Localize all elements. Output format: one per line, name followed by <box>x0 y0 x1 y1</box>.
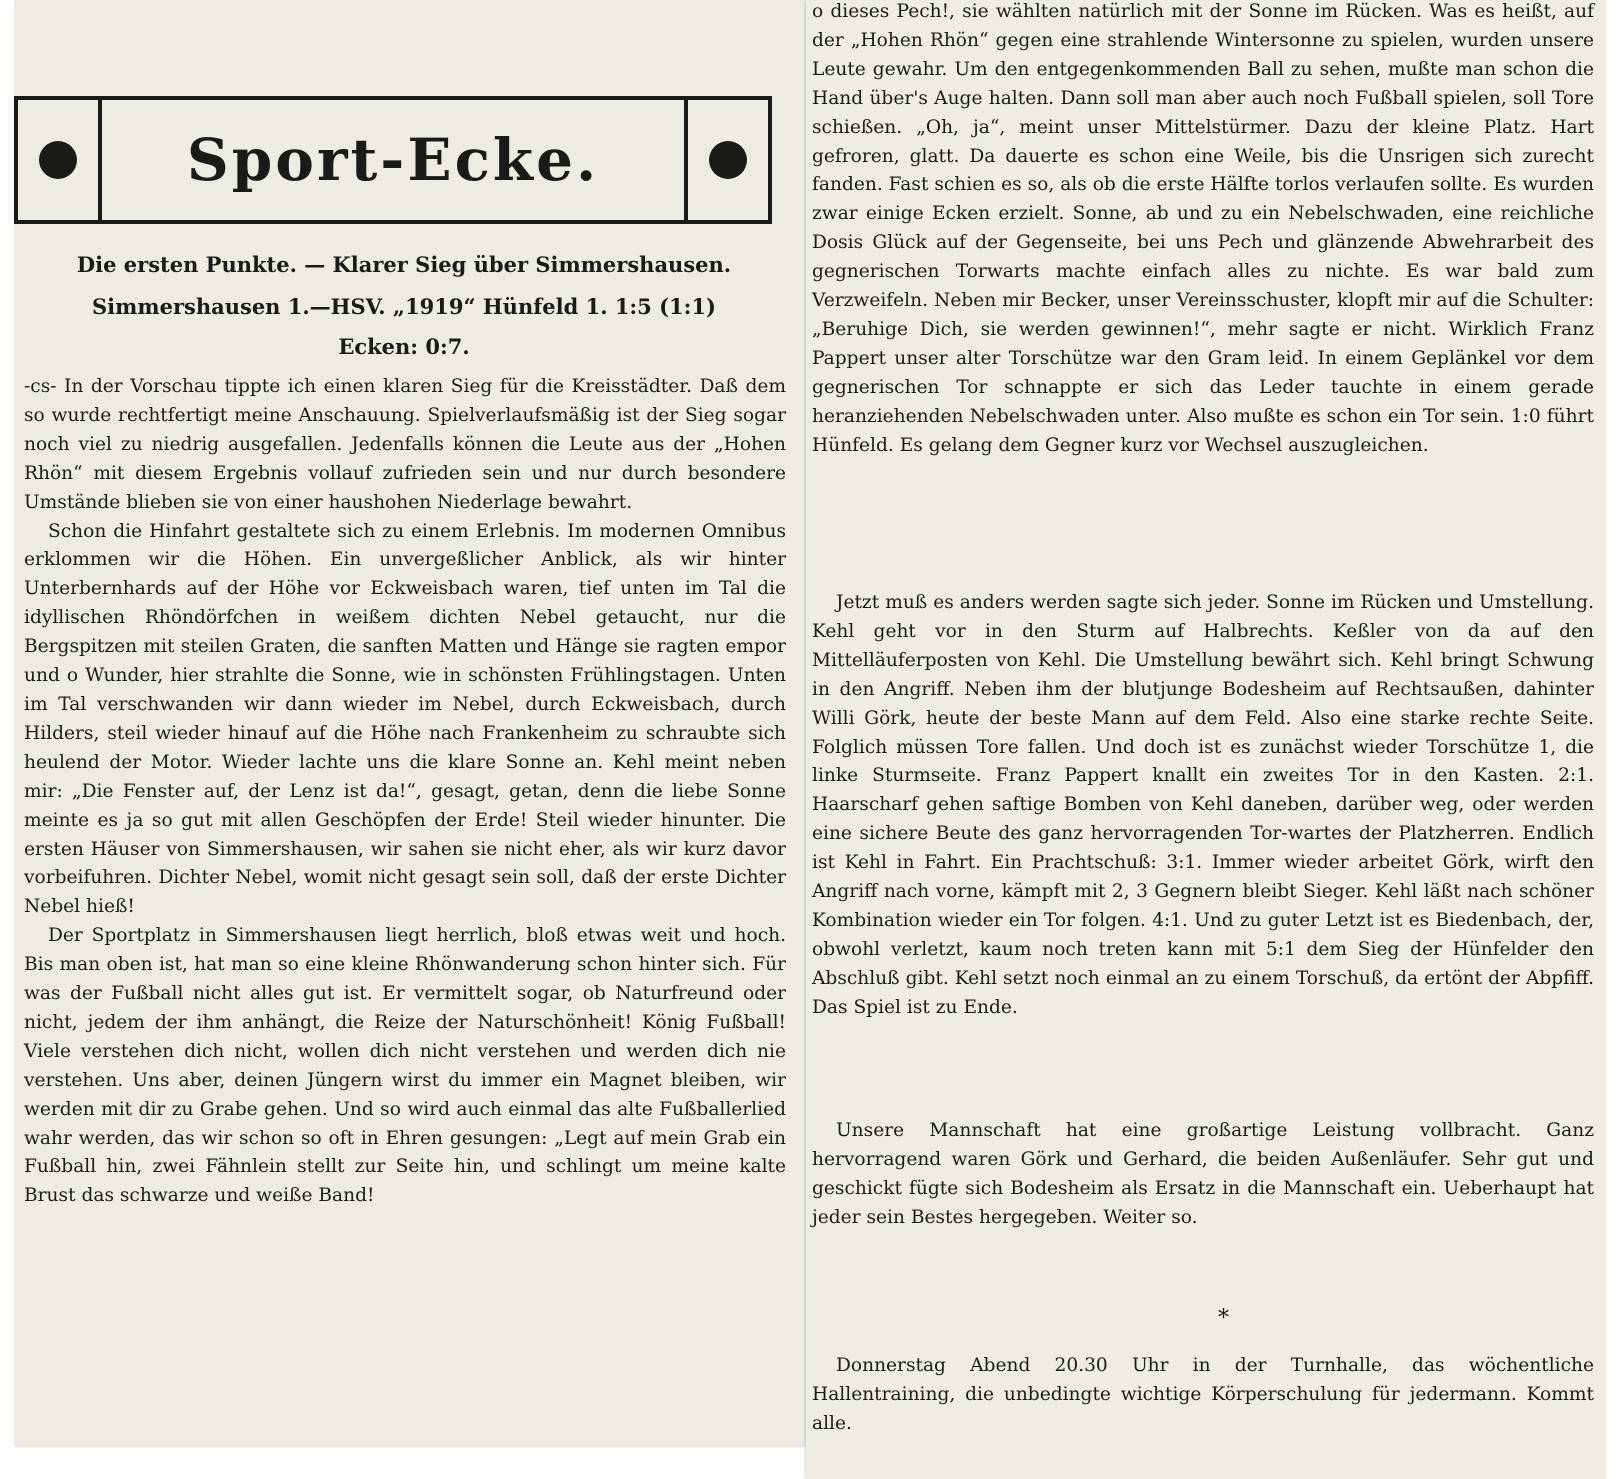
bullet-dot-icon <box>709 141 747 179</box>
article-paragraph: Schon die Hinfahrt gestaltete sich zu einem Erlebnis. Im modernen Omnibus erklommen wir die Höhen. Ein unvergeßlicher Anblick, als wir hinter Unterbernhards auf der Höhe vor Eckweisbach waren, tief unten im Tal die idyllischen Rhöndörfchen in weißem dichten Nebel getaucht, nur die Bergspitzen mit steilen Graten, die sanften Matten und Hänge sie ragten empor und o Wunder, hier strahlte die Sonne, wie in schönsten Frühlingstagen. Unten im Tal verschwanden wir dann wieder im Nebel, durch Eckweisbach, durch Hilders, steil wieder hinauf auf die Höhe nach Frankenheim zu schraubte sich heulend der Motor. Wieder lachte uns die klare Sonne an. Kehl meint neben mir: „Die Fenster auf, der Lenz ist da!“, gesagt, getan, denn die liebe Sonne meinte es ja so gut mit allen Geschöpfen der Erde! Steil wieder hinunter. Die ersten Häuser von Simmershausen, wir sahen sie nicht eher, als wir kurz davor vorbeifuhren. Dichter Nebel, womit nicht gesagt sein soll, daß der erste Dichter Nebel hieß! <box>24 520 786 918</box>
article-paragraph: o dieses Pech!, sie wählten natürlich mit der Sonne im Rücken. Was es heißt, auf der „Hohen Rhön“ gegen eine strahlende Wintersonne zu spielen, wurden unsere Leute gewahr. Um den entgegenkommenden Ball zu sehen, mußte man schon die Hand über's Auge halten. Dann soll man aber auch noch Fußball spielen, soll Tore schießen. „Oh, ja“, meint unser Mittelstürmer. Dazu der kleine Platz. Hart gefroren, glatt. Da dauerte es schon eine Weile, bis die Unsrigen sich zurecht fanden. Fast schien es so, als ob die erste Hälfte torlos verlaufen sollte. Es wurden zwar einige Ecken erzielt. Sonne, ab und zu ein Nebelschwaden, eine reichliche Dosis Glück auf der Gegenseite, bei uns Pech und glänzende Abwehrarbeit des gegnerischen Torwarts machte einfach alles zu nichte. Es war bald zum Verzweifeln. Neben mir Becker, unser Vereinsschuster, klopft mir auf die Schulter: „Beruhige Dich, sie werden gewinnen!“, mehr sagte er nicht. Wirklich Franz Pappert unser alter Torschütze war den Gram leid. In einem Geplänkel vor dem gegnerischen Tor schnappte er sich das Leder tauchte in einem gerade heranziehenden Nebelschwaden unter. Also mußte es schon ein Tor sein. 1:0 führt Hünfeld. Es gelang dem Gegner kurz vor Wechsel auszugleichen. <box>812 1 1594 456</box>
right-article-second-half <box>812 589 1594 1023</box>
corner-count: Ecken: 0:7. <box>338 334 470 359</box>
section-separator: * <box>1218 1306 1229 1331</box>
headline: Die ersten Punkte. — Klarer Sieg über Simmershausen. <box>76 252 732 277</box>
training-announcement <box>812 1352 1594 1439</box>
right-article-column-top <box>812 0 1594 461</box>
sport-ecke-banner <box>14 96 772 224</box>
banner-right-cell <box>684 100 768 220</box>
bullet-dot-icon <box>39 141 77 179</box>
banner-title: Sport-Ecke. <box>186 126 600 194</box>
match-result: Simmershausen 1.—HSV. „1919“ Hünfeld 1. 1:5 (1:1) <box>92 294 716 319</box>
banner-left-cell <box>18 100 102 220</box>
article-paragraph: Donnerstag Abend 20.30 Uhr in der Turnhalle, das wöchentliche Hallentraining, die unbedingte wichtige Körperschulung für jedermann. Kommt alle. <box>812 1355 1594 1434</box>
left-article-column <box>24 373 786 1211</box>
article-paragraph: Der Sportplatz in Simmershausen liegt herrlich, bloß etwas weit und hoch. Bis man oben ist, hat man so eine kleine Rhönwanderung schon hinter sich. Für was der Fußball nicht alles gut ist. Er vermittelt sogar, ob Naturfreund oder nicht, jedem der ihm anhängt, die Reize der Naturschönheit! König Fußball! Viele verstehen dich nicht, wollen dich nicht verstehen und werden dich nie verstehen. Uns aber, deinen Jüngern wirst du immer ein Magnet bleiben, wir werden mit dir zu Grabe gehen. Und so wird auch einmal das alte Fußballerlied wahr werden, das wir schon so oft in Ehren gesungen: „Legt auf mein Grab ein Fußball hin, zwei Fähnlein stellt zur Seite hin, und schlingt um meine kalte Brust das schwarze und weiße Band! <box>24 925 786 1207</box>
article-paragraph: Jetzt muß es anders werden sagte sich jeder. Sonne im Rücken und Umstellung. Kehl geht vor in den Sturm auf Halbrechts. Keßler von da auf den Mittelläuferposten von Kehl. Die Umstellung bewährt sich. Kehl bringt Schwung in den Angriff. Neben ihm der blutjunge Bodesheim auf Rechtsaußen, dahinter Willi Görk, heute der beste Mann auf dem Feld. Also eine starke rechte Seite. Folglich müssen Tore fallen. Und doch ist es zunächst wieder Torschütze 1, die linke Sturmseite. Franz Pappert knallt ein zweites Tor in den Kasten. 2:1. Haarscharf gehen saftige Bomben von Kehl daneben, darüber weg, oder werden eine sichere Beute des ganz hervorragenden Tor-wartes der Platzherren. Endlich ist Kehl in Fahrt. Ein Prachtschuß: 3:1. Immer wieder arbeitet Görk, wirft den Angriff nach vorne, kämpft mit 2, 3 Gegnern bleibt Sieger. Kehl läßt nach schöner Kombination wieder ein Tor folgen. 4:1. Und zu guter Letzt ist es Biedenbach, der, obwohl verletzt, kaum noch treten kann mit 5:1 dem Sieg der Hünfelder den Abschluß gibt. Kehl setzt noch einmal an zu einem Torschuß, da ertönt der Abpfiff. Das Spiel ist zu Ende. <box>812 592 1594 1018</box>
right-article-summary <box>812 1117 1594 1233</box>
article-paragraph: Unsere Mannschaft hat eine großartige Leistung vollbracht. Ganz hervorragend waren Görk und Gerhard, die beiden Außenläufer. Sehr gut und geschickt fügte sich Bodesheim als Ersatz in die Mannschaft ein. Ueberhaupt hat jeder sein Bestes hergegeben. Weiter so. <box>812 1120 1594 1228</box>
article-paragraph: -cs- In der Vorschau tippte ich einen klaren Sieg für die Kreisstädter. Daß dem so wurde rechtfertigt meine Anschauung. Spielverlaufsmäßig ist der Sieg sogar noch viel zu niedrig ausgefallen. Jedenfalls können die Leute aus der „Hohen Rhön“ mit diesem Ergebnis vollauf zufrieden sein und nur durch besondere Umstände blieben sie von einer haushohen Niederlage bewahrt. <box>24 376 786 513</box>
